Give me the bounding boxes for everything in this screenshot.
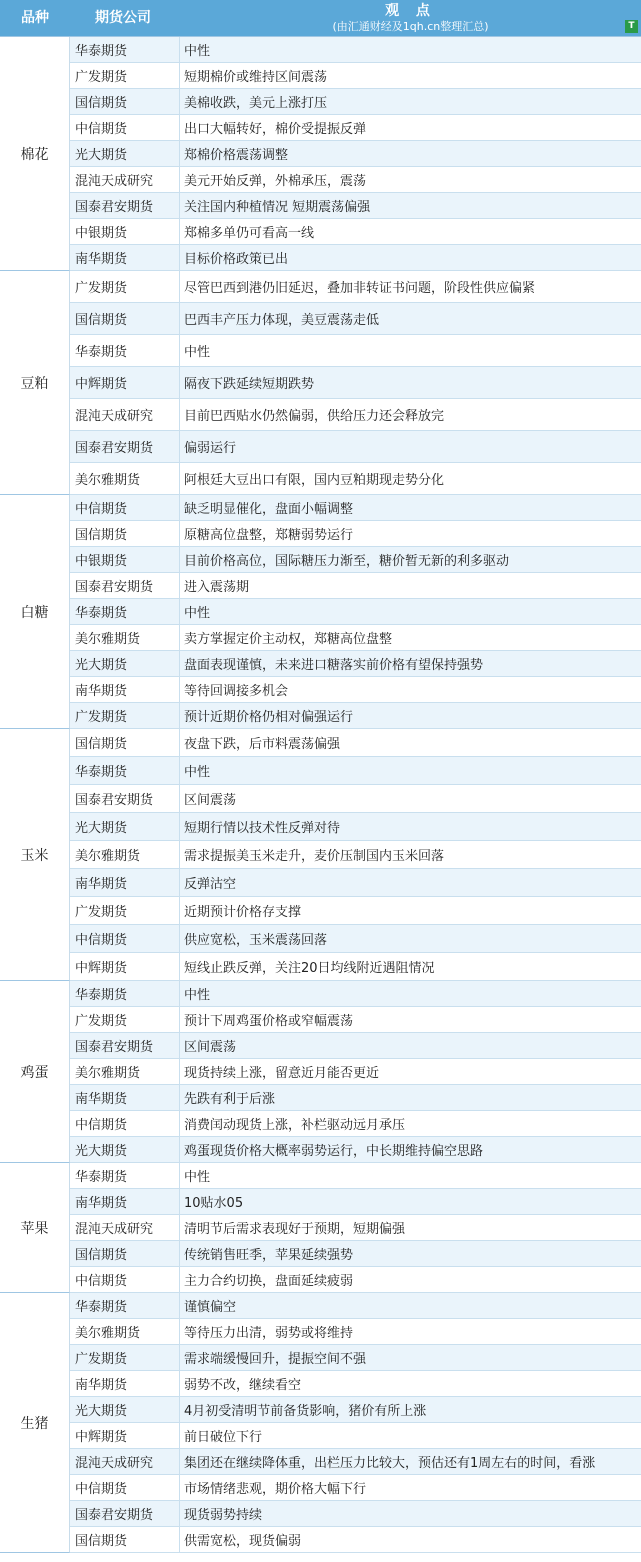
table-row	[70, 785, 641, 813]
table-row	[70, 219, 641, 245]
view-cell: 郑棉价格震荡调整	[184, 148, 289, 163]
company-cell: 中辉期货	[70, 1423, 180, 1448]
company-cell: 华泰期货	[70, 335, 180, 366]
table-row	[70, 1215, 641, 1241]
view-cell: 区间震荡	[184, 793, 237, 808]
company-cell: 广发期货	[70, 703, 180, 728]
company-cell: 国信期货	[70, 1527, 180, 1552]
view-cell: 需求提振美玉米走升，麦价压制国内玉米回落	[184, 849, 445, 864]
company-cell: 国泰君安期货	[70, 573, 180, 598]
table-row	[70, 335, 641, 367]
table-row	[70, 651, 641, 677]
table-row	[70, 245, 641, 271]
table-row	[70, 729, 641, 757]
variety-group	[0, 1163, 641, 1293]
table-row	[70, 1475, 641, 1501]
view-cell: 郑棉多单仍可看高一线	[184, 226, 315, 241]
company-cell: 美尔雅期货	[70, 1319, 180, 1344]
company-cell: 南华期货	[70, 1085, 180, 1110]
company-cell: 南华期货	[70, 1371, 180, 1396]
view-cell: 需求端缓慢回升，提振空间不强	[184, 1352, 367, 1367]
company-cell: 国泰君安期货	[70, 1501, 180, 1526]
variety-cell: 豆粕	[0, 271, 70, 495]
company-cell: 美尔雅期货	[70, 841, 180, 868]
table-row	[70, 953, 641, 981]
table-row	[70, 869, 641, 897]
view-cell: 目前价格高位，国际糖压力渐至，糖价暂无新的利多驱动	[184, 554, 510, 569]
view-cell: 关注国内种植情况 短期震荡偏强	[184, 200, 371, 215]
company-cell: 美尔雅期货	[70, 625, 180, 650]
table-row	[70, 599, 641, 625]
view-cell: 短期棉价或维持区间震荡	[184, 70, 328, 85]
view-cell: 现货持续上涨，留意近月能否更近	[184, 1066, 380, 1081]
table-row	[70, 897, 641, 925]
company-cell: 混沌天成研究	[70, 1215, 180, 1240]
company-cell: 华泰期货	[70, 1163, 180, 1188]
view-cell: 卖方掌握定价主动权，郑糖高位盘整	[184, 632, 393, 647]
view-cell: 尽管巴西到港仍旧延迟，叠加非转证书问题，阶段性供应偏紧	[184, 281, 536, 296]
view-cell: 等待压力出清，弱势或将维持	[184, 1326, 354, 1341]
view-cell: 中性	[184, 606, 211, 621]
company-cell: 美尔雅期货	[70, 1059, 180, 1084]
view-cell: 美元开始反弹，外棉承压，震荡	[184, 174, 367, 189]
variety-group	[0, 37, 641, 271]
company-cell: 混沌天成研究	[70, 1449, 180, 1474]
company-cell: 中信期货	[70, 495, 180, 520]
table-row	[70, 1345, 641, 1371]
view-cell: 供应宽松，玉米震荡回落	[184, 933, 328, 948]
company-cell: 国泰君安期货	[70, 785, 180, 812]
company-cell: 华泰期货	[70, 37, 180, 62]
view-cell: 中性	[184, 345, 211, 360]
table-row	[70, 1137, 641, 1163]
table-row	[70, 1241, 641, 1267]
company-cell: 国泰君安期货	[70, 193, 180, 218]
variety-cell: 鸡蛋	[0, 981, 70, 1163]
view-cell: 中性	[184, 988, 211, 1003]
company-cell: 光大期货	[70, 141, 180, 166]
table-row	[70, 63, 641, 89]
header-company: 期货公司	[95, 10, 151, 26]
view-cell: 弱势不改，继续看空	[184, 1378, 302, 1393]
view-cell: 目标价格政策已出	[184, 252, 289, 267]
table-row	[70, 1007, 641, 1033]
company-cell: 混沌天成研究	[70, 399, 180, 430]
table-row	[70, 1449, 641, 1475]
view-cell: 中性	[184, 1170, 211, 1185]
company-cell: 广发期货	[70, 1007, 180, 1032]
view-cell: 美棉收跌，美元上涨打压	[184, 96, 328, 111]
company-cell: 华泰期货	[70, 981, 180, 1006]
company-cell: 中信期货	[70, 1475, 180, 1500]
table-row	[70, 547, 641, 573]
company-cell: 光大期货	[70, 651, 180, 676]
company-cell: 美尔雅期货	[70, 463, 180, 494]
view-cell: 中性	[184, 765, 211, 780]
company-cell: 混沌天成研究	[70, 167, 180, 192]
view-cell: 市场情绪悲观，期价格大幅下行	[184, 1482, 367, 1497]
company-cell: 中信期货	[70, 115, 180, 140]
table-row	[70, 463, 641, 495]
table-row	[70, 677, 641, 703]
company-cell: 广发期货	[70, 271, 180, 302]
company-cell: 南华期货	[70, 245, 180, 270]
view-cell: 夜盘下跌，后市料震荡偏强	[184, 737, 341, 752]
variety-cell: 玉米	[0, 729, 70, 981]
table-row	[70, 141, 641, 167]
view-cell: 目前巴西贴水仍然偏弱，供给压力还会释放完	[184, 409, 445, 424]
table-row	[70, 1163, 641, 1189]
variety-cell: 棉花	[0, 37, 70, 271]
company-cell: 广发期货	[70, 1345, 180, 1370]
table-row	[70, 573, 641, 599]
company-cell: 国信期货	[70, 729, 180, 756]
table-row	[70, 757, 641, 785]
company-cell: 国泰君安期货	[70, 1033, 180, 1058]
variety-group	[0, 271, 641, 495]
view-cell: 巴西丰产压力体现，美豆震荡走低	[184, 313, 380, 328]
view-cell: 短期行情以技术性反弹对待	[184, 821, 341, 836]
view-cell: 短线止跌反弹，关注20日均线附近遇阻情况	[184, 961, 435, 976]
view-cell: 现货弱势持续	[184, 1508, 263, 1523]
variety-cell: 苹果	[0, 1163, 70, 1293]
company-cell: 国信期货	[70, 303, 180, 334]
company-cell: 中辉期货	[70, 953, 180, 980]
company-cell: 中银期货	[70, 547, 180, 572]
table-row	[70, 1189, 641, 1215]
company-cell: 中信期货	[70, 925, 180, 952]
table-row	[70, 1423, 641, 1449]
company-cell: 国泰君安期货	[70, 431, 180, 462]
view-cell: 传统销售旺季，苹果延续强势	[184, 1248, 354, 1263]
view-cell: 消费闰动现货上涨，补栏驱动远月承压	[184, 1118, 406, 1133]
table-row	[70, 1319, 641, 1345]
table-row	[70, 521, 641, 547]
table-row	[70, 271, 641, 303]
logo-icon: T	[625, 20, 638, 33]
view-cell: 预计近期价格仍相对偏强运行	[184, 710, 354, 725]
table-row	[70, 981, 641, 1007]
company-cell: 光大期货	[70, 1397, 180, 1422]
view-cell: 清明节后需求表现好于预期，短期偏强	[184, 1222, 406, 1237]
company-cell: 南华期货	[70, 1189, 180, 1214]
variety-cell: 生猪	[0, 1293, 70, 1553]
table-row	[70, 367, 641, 399]
table-row	[70, 1371, 641, 1397]
company-cell: 国信期货	[70, 89, 180, 114]
table-row	[70, 167, 641, 193]
company-cell: 南华期货	[70, 869, 180, 896]
view-cell: 谨慎偏空	[184, 1300, 237, 1315]
table-row	[70, 1397, 641, 1423]
header-view	[180, 0, 641, 36]
view-cell: 原糖高位盘整，郑糖弱势运行	[184, 528, 354, 543]
table-row	[70, 841, 641, 869]
table-row	[70, 813, 641, 841]
table-row	[70, 303, 641, 335]
variety-group	[0, 981, 641, 1163]
variety-cell: 白糖	[0, 495, 70, 729]
table-row	[70, 703, 641, 729]
view-cell: 进入震荡期	[184, 580, 250, 595]
company-cell: 国信期货	[70, 1241, 180, 1266]
table-row	[70, 1059, 641, 1085]
view-cell: 阿根廷大豆出口有限，国内豆粕期现走势分化	[184, 473, 445, 488]
table-row	[70, 495, 641, 521]
view-cell: 前日破位下行	[184, 1430, 263, 1445]
view-cell: 区间震荡	[184, 1040, 237, 1055]
view-cell: 缺乏明显催化，盘面小幅调整	[184, 502, 354, 517]
table-row	[70, 89, 641, 115]
view-cell: 中性	[184, 44, 211, 59]
table-row	[70, 1527, 641, 1553]
view-cell: 预计下周鸡蛋价格或窄幅震荡	[184, 1014, 354, 1029]
header-view-subtitle: (由汇通财经及1qh.cn整理汇总)	[332, 20, 489, 33]
company-cell: 国信期货	[70, 521, 180, 546]
company-cell: 光大期货	[70, 813, 180, 840]
view-cell: 反弹沽空	[184, 877, 237, 892]
view-cell: 等待回调接多机会	[184, 684, 289, 699]
table-row	[70, 1501, 641, 1527]
variety-group	[0, 1293, 641, 1553]
view-cell: 偏弱运行	[184, 441, 237, 456]
company-cell: 中银期货	[70, 219, 180, 244]
table-row	[70, 115, 641, 141]
company-cell: 广发期货	[70, 897, 180, 924]
company-cell: 光大期货	[70, 1137, 180, 1162]
table-row	[70, 625, 641, 651]
company-cell: 华泰期货	[70, 599, 180, 624]
table-row	[70, 37, 641, 63]
view-cell: 集团还在继续降体重，出栏压力比较大，预估还有1周左右的时间，看涨	[184, 1456, 596, 1471]
table-row	[70, 1293, 641, 1319]
view-cell: 4月初受清明节前备货影响，猪价有所上涨	[184, 1404, 427, 1419]
view-cell: 主力合约切换，盘面延续疲弱	[184, 1274, 354, 1289]
table-row	[70, 1033, 641, 1059]
company-cell: 华泰期货	[70, 757, 180, 784]
header-variety: 品种	[21, 10, 49, 26]
table-row	[70, 1111, 641, 1137]
table-header	[0, 0, 641, 37]
view-cell: 近期预计价格存支撑	[184, 905, 302, 920]
table-row	[70, 431, 641, 463]
company-cell: 中信期货	[70, 1111, 180, 1136]
company-cell: 中辉期货	[70, 367, 180, 398]
company-cell: 广发期货	[70, 63, 180, 88]
view-cell: 出口大幅转好，棉价受提振反弹	[184, 122, 367, 137]
table-row	[70, 1085, 641, 1111]
table-row	[70, 399, 641, 431]
view-cell: 先跌有利于后涨	[184, 1092, 276, 1107]
variety-group	[0, 495, 641, 729]
variety-group	[0, 729, 641, 981]
company-cell: 华泰期货	[70, 1293, 180, 1318]
view-cell: 供需宽松，现货偏弱	[184, 1534, 302, 1549]
company-cell: 南华期货	[70, 677, 180, 702]
view-cell: 隔夜下跌延续短期跌势	[184, 377, 315, 392]
table-row	[70, 1267, 641, 1293]
view-cell: 10贴水05	[184, 1196, 244, 1211]
table-row	[70, 925, 641, 953]
view-cell: 盘面表现谨慎，未来进口糖落实前价格有望保持强势	[184, 658, 484, 673]
header-view-title: 观 点	[385, 3, 436, 19]
company-cell: 中信期货	[70, 1267, 180, 1292]
table-row	[70, 193, 641, 219]
view-cell: 鸡蛋现货价格大概率弱势运行，中长期维持偏空思路	[184, 1144, 484, 1159]
